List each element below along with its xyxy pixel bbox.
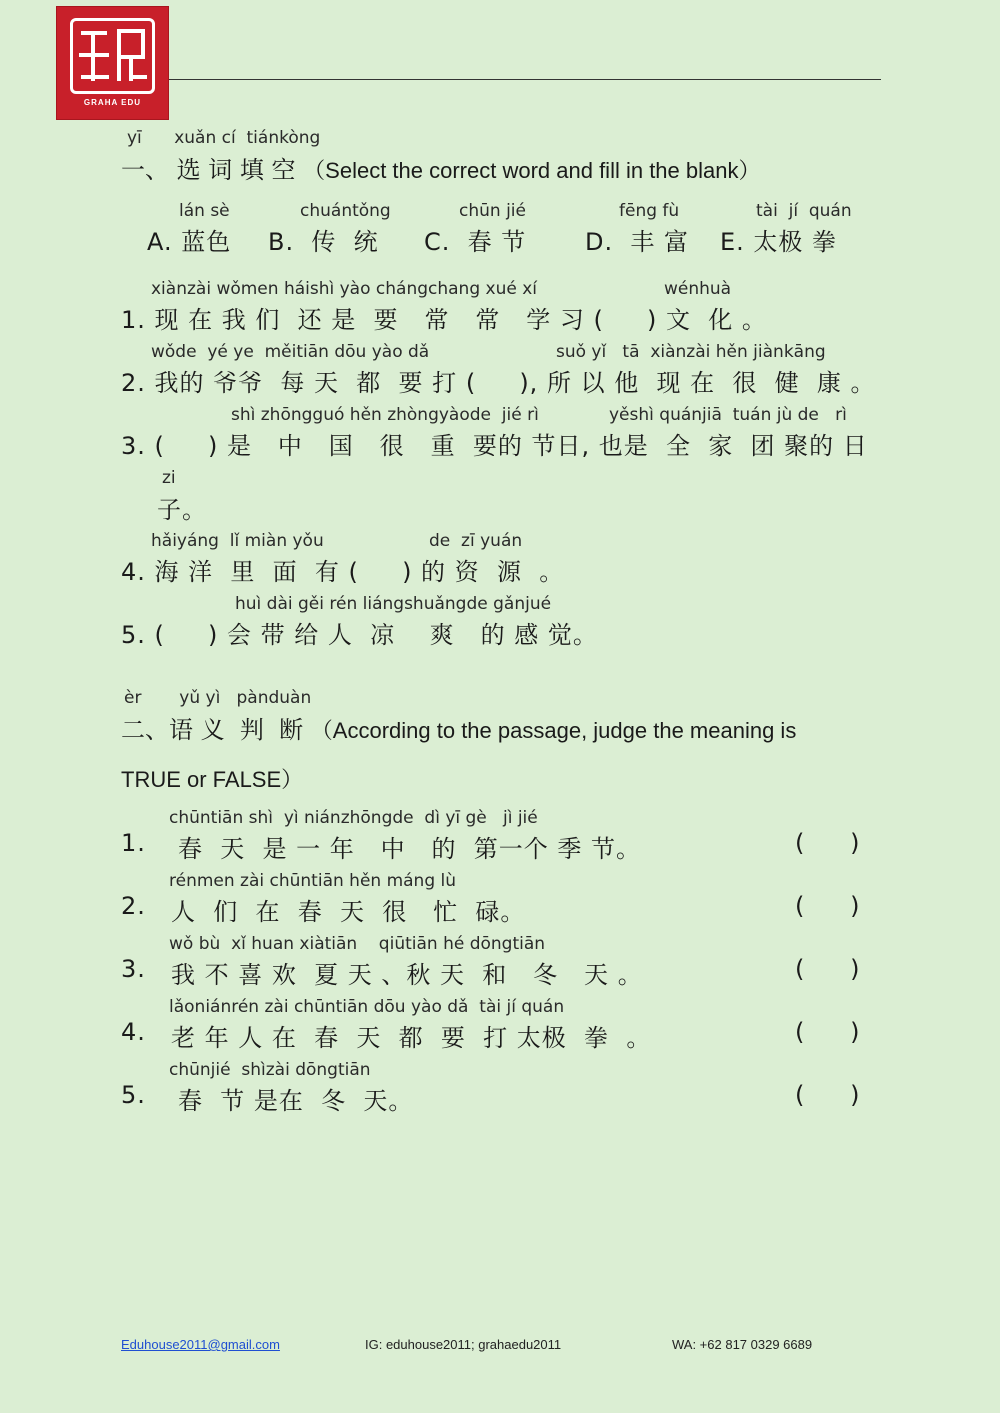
judge-q5: 春 节 是在 冬 天。 <box>178 1087 414 1115</box>
footer-ig: IG: eduhouse2011; grahaedu2011 <box>365 1337 562 1352</box>
judge-q2-answer-blank[interactable]: ( ) <box>795 892 860 920</box>
fill-q1-pinyin-a: xiànzài wǒmen háishì yào chángchang xué xí <box>151 279 537 299</box>
section1-pinyin: yī xuǎn cí tiánkòng <box>127 128 321 148</box>
judge-q3-pinyin: wǒ bù xǐ huan xiàtiān qiūtiān hé dōngtiān <box>169 934 546 954</box>
judge-q4-num: 4. <box>121 1018 146 1046</box>
section2-title-en-1: （According to the passage, judge the meaning is <box>310 718 797 743</box>
fill-q4: 4. 海 洋 里 面 有 ( ) 的 资 源 。 <box>121 558 565 586</box>
option-d-pinyin: fēng fù <box>619 201 680 221</box>
judge-q3-answer-blank[interactable]: ( ) <box>795 955 860 983</box>
option-a-pinyin: lán sè <box>179 201 230 221</box>
judge-q2-num: 2. <box>121 892 146 920</box>
fill-q3-pinyin-a: shì zhōngguó hěn zhòngyàode jié rì <box>231 405 539 425</box>
judge-q1: 春 天 是 一 年 中 的 第一个 季 节。 <box>178 835 642 863</box>
fill-q3-pinyin-b: yěshì quánjiā tuán jù de rì <box>609 405 847 425</box>
footer-email <box>121 1337 280 1352</box>
judge-q2-pinyin: rénmen zài chūntiān hěn máng lù <box>169 871 457 891</box>
judge-q1-pinyin: chūntiān shì yì niánzhōngde dì yī gè jì jié <box>169 808 538 828</box>
fill-q5: 5. ( ) 会 带 给 人 凉 爽 的 感 觉。 <box>121 621 598 649</box>
judge-q4: 老 年 人 在 春 天 都 要 打 太极 拳 。 <box>171 1024 652 1052</box>
email-link[interactable]: Eduhouse2011@gmail.com <box>121 1337 280 1352</box>
logo-seal-icon <box>70 18 155 94</box>
option-b: B. 传 统 <box>268 228 379 256</box>
fill-q4-pinyin-a: hǎiyáng lǐ miàn yǒu <box>151 531 324 551</box>
fill-q5-pinyin: huì dài gěi rén liángshuǎngde gǎnjué <box>235 594 552 614</box>
option-d: D. 丰 富 <box>585 228 689 256</box>
footer-wa: WA: +62 817 0329 6689 <box>672 1337 813 1352</box>
judge-q5-answer-blank[interactable]: ( ) <box>795 1081 860 1109</box>
fill-q3-wrap-pinyin: zi <box>162 468 176 488</box>
judge-q1-answer-blank[interactable]: ( ) <box>795 829 860 857</box>
section2-title <box>121 710 796 745</box>
fill-q1-pinyin-b: wénhuà <box>664 279 732 299</box>
fill-q4-pinyin-b: de zī yuán <box>429 531 523 551</box>
section1-title-cn: 一、 选 词 填 空 <box>121 156 296 184</box>
option-c-pinyin: chūn jié <box>459 201 526 221</box>
fill-q2-pinyin-a: wǒde yé ye měitiān dōu yào dǎ <box>151 342 430 362</box>
option-b-pinyin: chuántǒng <box>300 201 391 221</box>
judge-q3: 我 不 喜 欢 夏 天 、秋 天 和 冬 天 。 <box>171 961 643 989</box>
judge-q4-pinyin: lǎoniánrén zài chūntiān dōu yào dǎ tài jí quán <box>169 997 565 1017</box>
logo <box>56 6 169 120</box>
section2-title-cn: 二、语 义 判 断 <box>121 716 304 744</box>
fill-q3: 3. ( ) 是 中 国 很 重 要的 节日, 也是 全 家 团 聚的 日 <box>121 432 868 460</box>
section2-pinyin: èr yǔ yì pànduàn <box>124 688 312 708</box>
judge-q5-pinyin: chūnjié shìzài dōngtiān <box>169 1060 371 1080</box>
option-a: A. 蓝色 <box>147 228 232 256</box>
fill-q3-wrap: 子。 <box>157 496 207 524</box>
header-rule <box>169 79 881 80</box>
judge-q3-num: 3. <box>121 955 146 983</box>
option-e: E. 太极 拳 <box>720 228 838 256</box>
logo-text: GRAHA EDU <box>83 98 142 107</box>
option-c: C. 春 节 <box>424 228 527 256</box>
judge-q5-num: 5. <box>121 1081 146 1109</box>
judge-q1-num: 1. <box>121 829 146 857</box>
fill-q1: 1. 现 在 我 们 还 是 要 常 常 学 习 ( ) 文 化 。 <box>121 306 767 334</box>
fill-q2: 2. 我的 爷爷 每 天 都 要 打 ( ), 所 以 他 现 在 很 健 康 。 <box>121 369 876 397</box>
section2-title-en-2: TRUE or FALSE） <box>121 767 304 792</box>
judge-q4-answer-blank[interactable]: ( ) <box>795 1018 860 1046</box>
section2-title-line2 <box>121 763 303 794</box>
judge-q2: 人 们 在 春 天 很 忙 碌。 <box>171 898 526 926</box>
section1-title <box>121 150 760 185</box>
fill-q2-pinyin-b: suǒ yǐ tā xiànzài hěn jiànkāng <box>556 342 826 362</box>
section1-title-en: （Select the correct word and fill in the blank） <box>303 158 761 183</box>
option-e-pinyin: tài jí quán <box>756 201 852 221</box>
